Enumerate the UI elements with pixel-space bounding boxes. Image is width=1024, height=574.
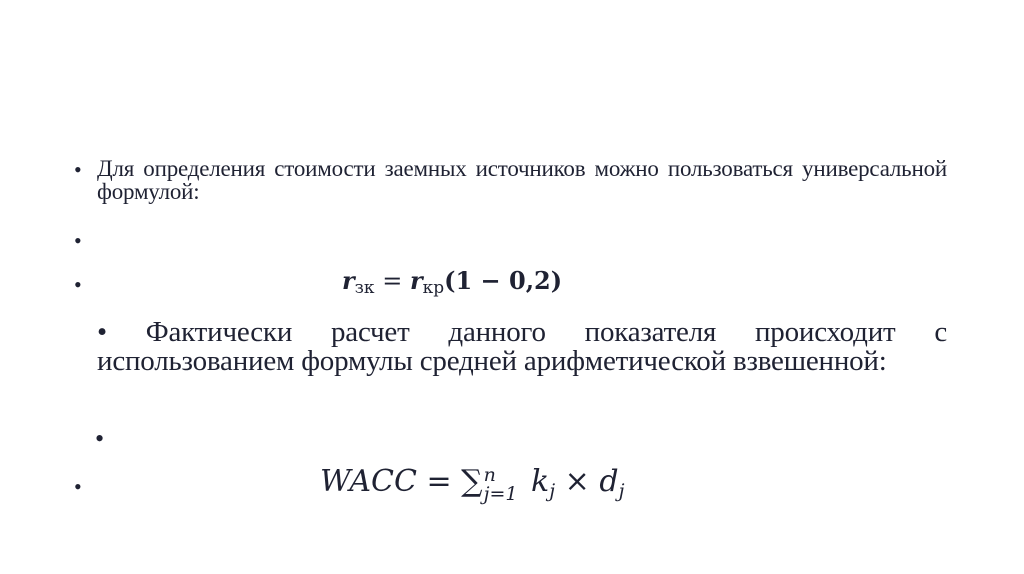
formula-cost-of-debt	[342, 266, 562, 298]
formula-wacc	[320, 464, 625, 505]
formula-symbol: r	[409, 266, 423, 295]
paragraph-wacc-intro	[97, 318, 947, 376]
bullet: •	[97, 316, 107, 348]
formula-sum-upper: n	[483, 464, 496, 486]
formula-sum-lower: j=1	[483, 483, 518, 505]
bullet: •	[74, 228, 82, 253]
formula-parenthesis-term: (1 − 0,2)	[444, 266, 563, 295]
bullet: •	[74, 272, 82, 297]
formula-subscript: кр	[422, 278, 445, 298]
formula-equals: =	[382, 267, 403, 295]
formula-sum-limits	[484, 466, 518, 504]
formula-symbol: r	[342, 266, 355, 295]
paragraph-borrowed-capital: Для определения стоимости заемных источников можно пользоваться универсальной формулой:	[97, 156, 947, 204]
formula-subscript: зк	[354, 278, 375, 298]
formula-subscript: j	[618, 480, 625, 502]
formula-times: ×	[564, 464, 590, 499]
bullet: •	[74, 157, 82, 182]
formula-subscript: j	[549, 480, 556, 502]
paragraph-text: Фактически расчет данного показателя происходит с использованием формулы средней арифметической взвешенной:	[97, 316, 947, 377]
bullet: •	[74, 474, 82, 499]
formula-symbol: k	[531, 464, 550, 499]
bullet: •	[95, 424, 105, 453]
formula-lhs: WACC	[320, 464, 417, 499]
formula-equals: =	[426, 464, 452, 499]
formula-sum-sign: ∑	[461, 464, 483, 499]
formula-symbol: d	[599, 464, 619, 499]
